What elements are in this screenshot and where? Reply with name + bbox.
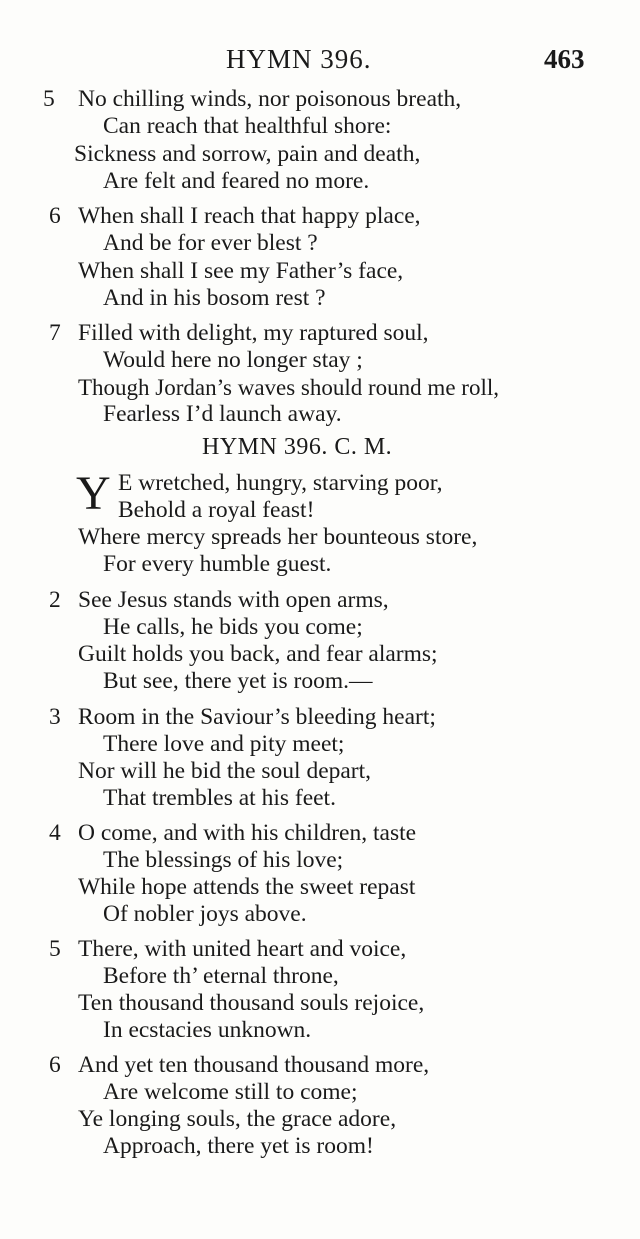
verse-number: 6 [49, 1052, 61, 1078]
verse-line: When shall I reach that happy place, [78, 203, 421, 229]
verse-line: Of nobler joys above. [103, 901, 307, 927]
drop-cap: Y [76, 467, 111, 520]
verse-line: Room in the Saviour’s bleeding heart; [78, 704, 436, 730]
page-number: 463 [544, 44, 585, 74]
verse-number: 4 [49, 820, 61, 846]
verse-line: He calls, he bids you come; [103, 614, 363, 640]
verse-line: And be for ever blest ? [103, 230, 318, 256]
verse-line: Are felt and feared no more. [103, 168, 370, 194]
verse-line: Filled with delight, my raptured soul, [78, 320, 429, 346]
verse-number: 5 [49, 936, 61, 962]
verse-line: There love and pity meet; [103, 731, 345, 757]
verse-line: Nor will he bid the soul depart, [78, 758, 372, 784]
verse-line: In ecstacies unknown. [103, 1017, 312, 1043]
verse-line: Ten thousand thousand souls rejoice, [78, 990, 425, 1016]
verse-line: Fearless I’d launch away. [103, 401, 342, 427]
verse-line: Before th’ eternal throne, [103, 963, 339, 989]
verse-line: No chilling winds, nor poisonous breath, [78, 86, 462, 112]
verse-line: That trembles at his feet. [103, 785, 336, 811]
page-header [0, 44, 640, 78]
verse-line: When shall I see my Father’s face, [78, 258, 404, 284]
verse-number: 5 [43, 86, 55, 112]
verse-line: Guilt holds you back, and fear alarms; [78, 641, 438, 667]
verse-line: But see, there yet is room.— [103, 668, 373, 694]
verse-line: Would here no longer stay ; [103, 347, 363, 373]
verse-line: For every humble guest. [103, 551, 332, 577]
verse-number: 7 [49, 320, 61, 346]
verse-line: Ye longing souls, the grace adore, [78, 1106, 397, 1132]
verse-line: The blessings of his love; [103, 847, 344, 873]
verse-number: 6 [49, 203, 61, 229]
running-head: HYMN 396. [226, 44, 372, 74]
verse-line: Though Jordan’s waves should round me roll, [78, 375, 499, 400]
verse-line: And yet ten thousand thousand more, [78, 1052, 430, 1078]
verse-line: Are welcome still to come; [103, 1079, 358, 1105]
verse-line: Behold a royal feast! [118, 497, 315, 523]
verse-number: 2 [49, 587, 61, 613]
verse-line: Sickness and sorrow, pain and death, [74, 141, 421, 167]
verse-line: E wretched, hungry, starving poor, [118, 470, 443, 496]
verse-line: O come, and with his children, taste [78, 820, 417, 846]
verse-line: There, with united heart and voice, [78, 936, 407, 962]
verse-number: 3 [49, 704, 61, 730]
verse-line: While hope attends the sweet repast [78, 874, 416, 900]
verse-line: Where mercy spreads her bounteous store, [78, 524, 478, 550]
hymn-title: HYMN 396. C. M. [202, 434, 393, 460]
verse-line: And in his bosom rest ? [103, 285, 326, 311]
verse-line: See Jesus stands with open arms, [78, 587, 389, 613]
verse-line: Approach, there yet is room! [103, 1133, 374, 1159]
verse-line: Can reach that healthful shore: [103, 113, 392, 139]
